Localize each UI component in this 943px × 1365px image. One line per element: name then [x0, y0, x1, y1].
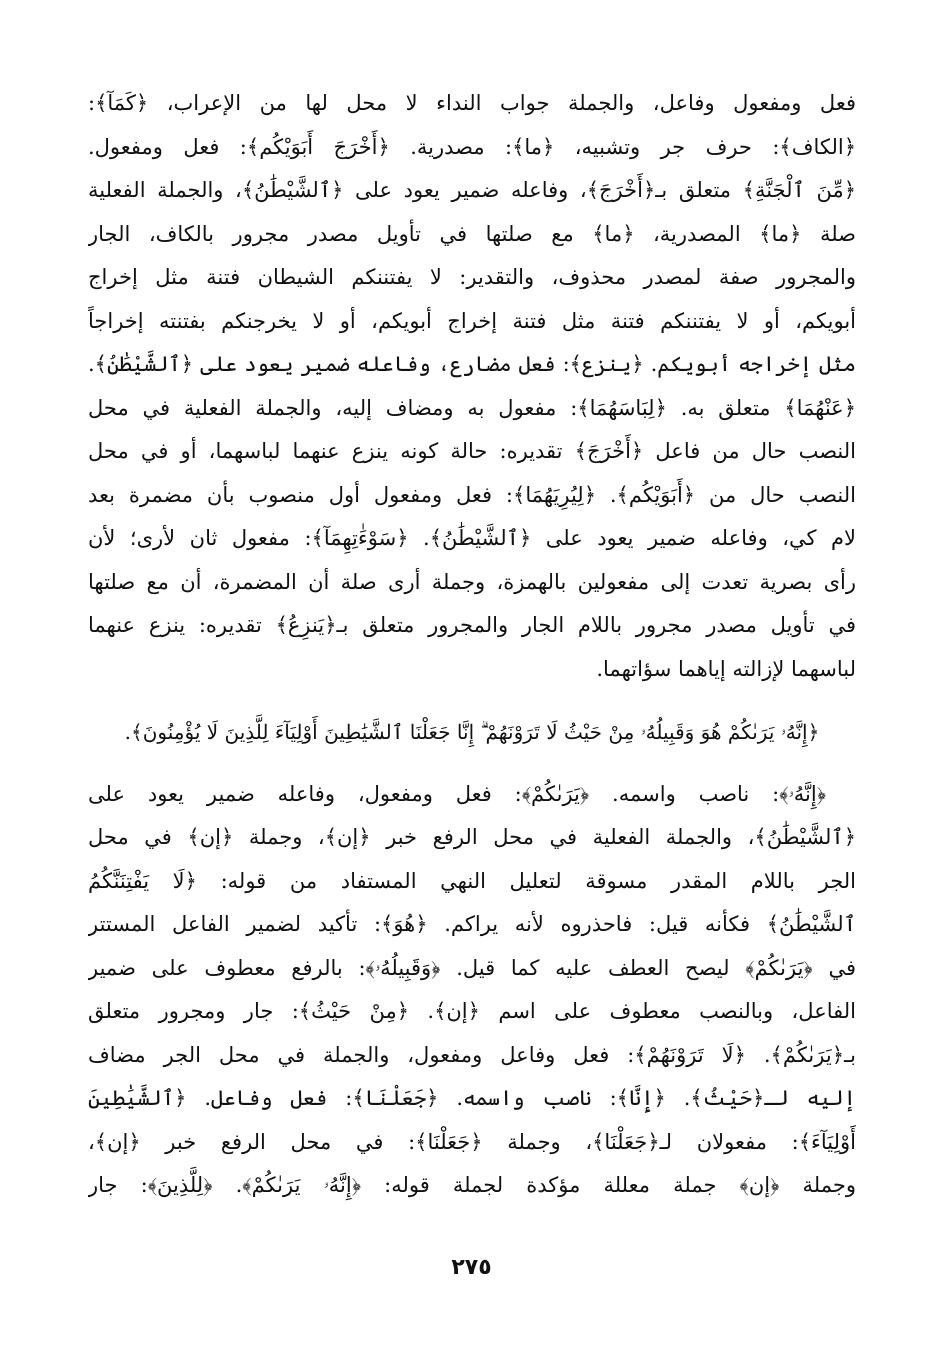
- text-line: أبويكم، أو لا يفتننكم فتنة مثل فتنة إخراج أبويكم، أو لا يخرجنكم بفتنته إخراجاً: [88, 308, 856, 333]
- commentary-paragraph-2: [88, 773, 856, 1208]
- text-line: أَوْلِيَآءَ﴾: مفعولان لـ﴿جَعَلْنَا﴾، وجملة ﴿جَعَلْنَا﴾: في محل الرفع خبر ﴿إن﴾،: [88, 1129, 856, 1154]
- text-line: لباسهما لإزالته إياهما سؤاتهما.: [596, 656, 856, 681]
- text-line: ٱلشَّيْطَٰنُ﴾ فكأنه قيل: فاحذروه لأنه يراكم. ﴿هُوَ﴾: تأكيد لضمير الفاعل المستتر: [88, 912, 856, 936]
- text-line: رأى بصرية تعدت إلى مفعولين بالهمزة، وجملة أرى صلة أن المضمرة، أن مع صلتها: [88, 569, 856, 594]
- text-line: مثل إخراجه أبويكم. ﴿ينزع﴾: فعل مضارع، وفاعله ضمير يعود على ﴿ٱلشَّيْطَٰنُ﴾.: [88, 352, 856, 376]
- text-line: الجر باللام المقدر مسوقة لتعليل النهي المستفاد من قوله: ﴿لَا يَفْتِنَنَّكُمُ: [88, 868, 856, 893]
- text-line: صلة ﴿ما﴾ المصدرية، ﴿ما﴾ مع صلتها في تأويل مصدر مجرور بالكاف، الجار: [88, 221, 856, 246]
- text-line: النصب حال من ﴿أَبَوَيْكُم﴾. ﴿لِيُرِيَهُمَا﴾: فعل ومفعول أول منصوب بأن مضمرة بعد: [88, 482, 856, 507]
- text-line: النصب حال من فاعل ﴿أَخْرَجَ﴾ تقديره: حالة كونه ينزع عنهما لباسهما، أو في محل: [88, 439, 856, 463]
- commentary-paragraph-1: [88, 82, 856, 691]
- text-line: الفاعل، وبالنصب معطوف على اسم ﴿إن﴾. ﴿مِنْ حَيْثُ﴾: جار ومجرور متعلق: [88, 999, 856, 1023]
- text-line: ﴿عَنْهُمَا﴾ متعلق به. ﴿لِبَاسَهُمَا﴾: مفعول به ومضاف إليه، والجملة الفعلية في محل: [88, 395, 856, 420]
- text-line: فعل ومفعول وفاعل، والجملة جواب النداء لا محل لها من الإعراب، ﴿كَمَآ﴾:: [88, 91, 856, 115]
- text-line: ﴿ٱلشَّيْطَٰنُ﴾، والجملة الفعلية في محل الرفع خبر ﴿إن﴾، وجملة ﴿إن﴾ في محل: [88, 825, 856, 849]
- text-line: وجملة ﴿إن﴾ جملة معللة مؤكدة لجملة قوله: ﴿إِنَّهُۥ يَرَىٰكُمْ﴾. ﴿لِلَّذِينَ﴾: جار: [88, 1173, 856, 1197]
- page-number: ٢٧٥: [451, 1255, 492, 1280]
- text-line: بـ﴿يَرَىٰكُمْ﴾. ﴿لَا تَرَوْنَهُمْ﴾: فعل وفاعل ومفعول، والجملة في محل الجر مضاف: [88, 1042, 856, 1067]
- text-line: ﴿إِنَّهُۥ﴾: ناصب واسمه. ﴿يَرَىٰكُمْ﴾: فعل ومفعول، وفاعله ضمير يعود على: [88, 781, 826, 806]
- verse-line: ﴿إِنَّهُۥ يَرَىٰكُمْ هُوَ وَقَبِيلُهُۥ مِنْ حَيْثُ لَا تَرَوْنَهُمْ ۗ إِنَّا جَعَلْنَا ٱلشَّيَٰطِينَ أَوْلِيَآءَ لِلَّذِينَ لَا يُؤْمِنُونَ﴾.: [124, 720, 820, 744]
- text-line: والمجرور صفة لمصدر محذوف، والتقدير: لا يفتننكم الشيطان فتنة مثل إخراج: [88, 265, 856, 289]
- text-line: ﴿مِّنَ ٱلْجَنَّةِ﴾ متعلق بـ﴿أَخْرَجَ﴾، وفاعله ضمير يعود على ﴿ٱلشَّيْطَٰنُ﴾، والجملة الفعلية: [88, 178, 856, 202]
- text-line: لام كي، وفاعله ضمير يعود على ﴿ٱلشَّيْطَٰنُ﴾. ﴿سَوْءَٰتِهِمَآ﴾: مفعول ثان لأرى؛ لأن: [88, 526, 856, 550]
- text-line: إليه لـ﴿حَيْثُ﴾. ﴿إِنَّا﴾: ناصب واسمه. ﴿جَعَلْنَا﴾: فعل وفاعل. ﴿ٱلشَّيَٰطِينَ: [88, 1086, 856, 1110]
- quran-verse: [88, 711, 856, 755]
- text-line: في ﴿يَرَىٰكُمْ﴾ ليصح العطف عليه كما قيل. ﴿وَقَبِيلُهُۥ﴾: بالرفع معطوف على ضمير: [88, 955, 856, 980]
- text-line: في تأويل مصدر مجرور باللام الجار والمجرور متعلق بـ﴿يَنزِعُ﴾ تقديره: ينزع عنهما: [88, 613, 856, 637]
- text-line: ﴿الكاف﴾: حرف جر وتشبيه، ﴿ما﴾: مصدرية. ﴿أَخْرَجَ أَبَوَيْكُم﴾: فعل ومفعول.: [88, 134, 856, 159]
- book-page: [88, 82, 856, 1322]
